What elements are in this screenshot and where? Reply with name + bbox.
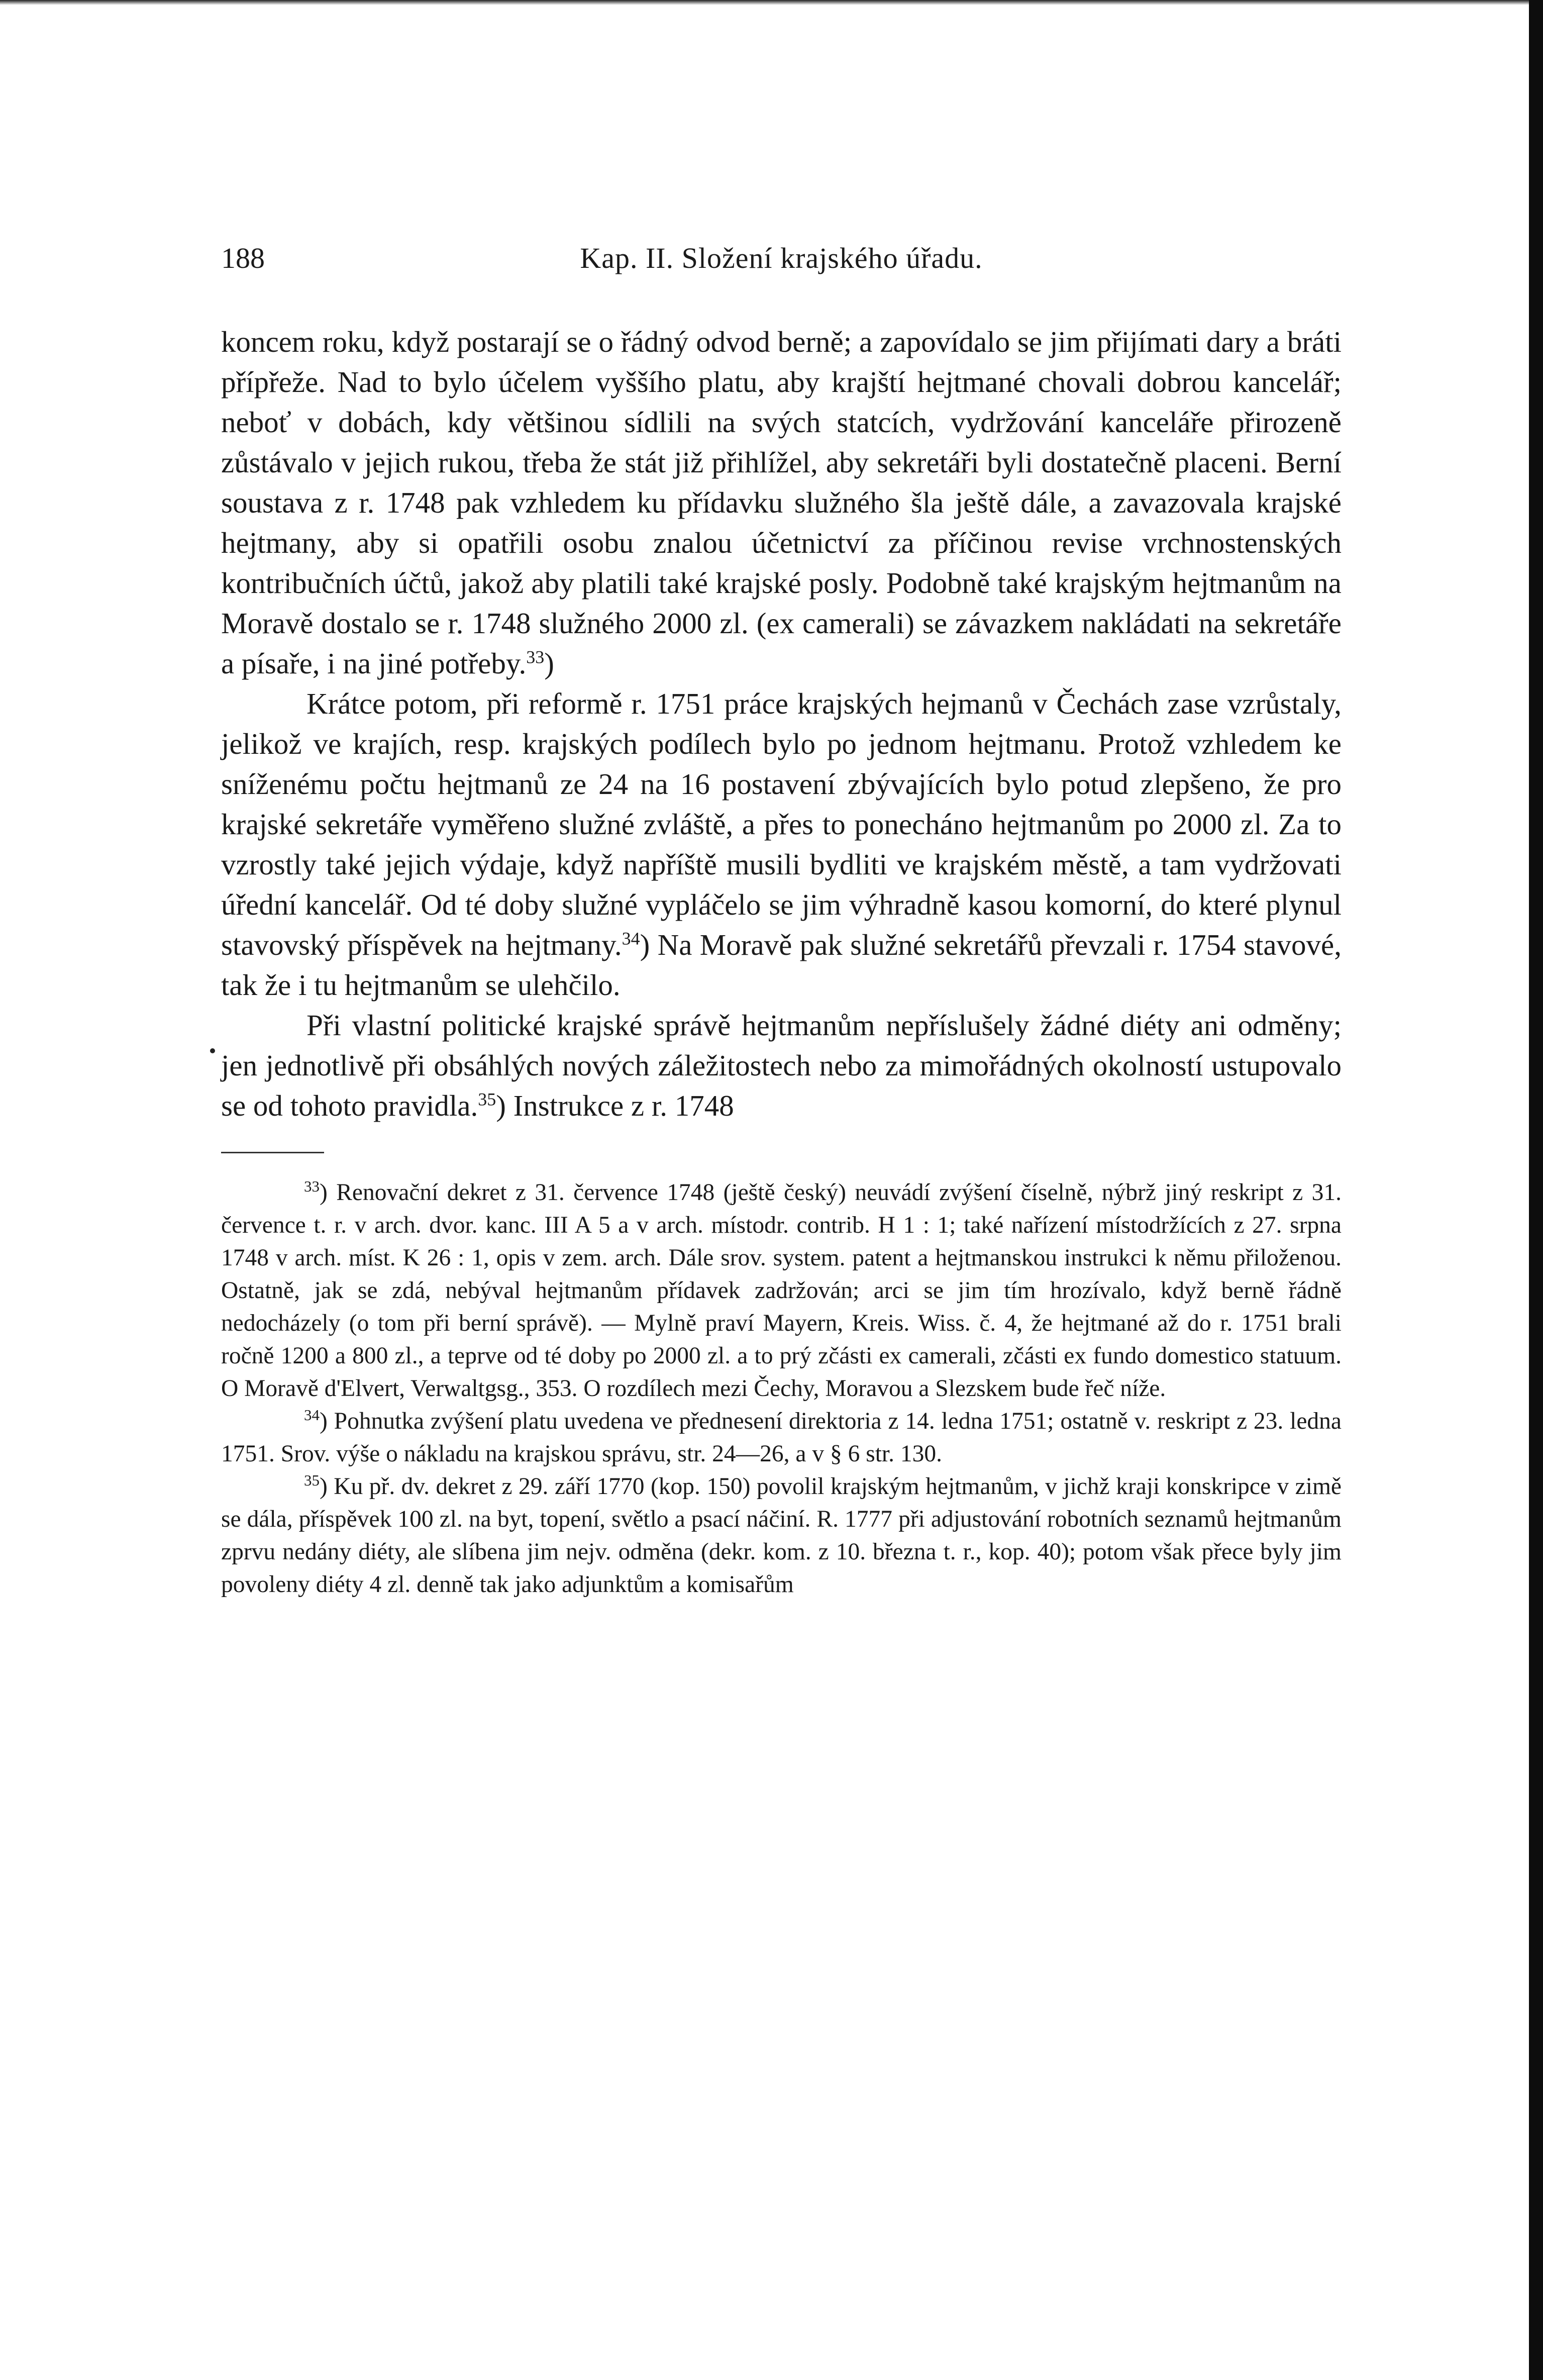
footnote-text: ) Ku př. dv. dekret z 29. září 1770 (kop. 150) povolil krajským hejtmanům, v jichž kraji konskripce v zimě se dála, příspěvek 100 zl. na byt, topení, světlo a psací náčiní. R. 1777 při adjustování robotních seznamů hejtmanům zprvu nedány diéty, ale slíbena jim nejv. odměna (dekr. kom. z 10. března t. r., kop. 40); potom však přece byly jim povoleny diéty 4 zl. denně tak jako adjunktům a komisařům bbox=[221, 1473, 1342, 1598]
paragraph-3-text: Při vlastní politické krajské správě hejtmanům nepříslušely žádné diéty ani odměny; jen jednotlivě při obsáhlých nových záležitostech nebo za mimořádných okolností ustupovalo se od tohoto pravidla. bbox=[221, 1009, 1342, 1122]
scan-edge-right bbox=[1529, 0, 1543, 2380]
note-ref-33: 33 bbox=[526, 647, 545, 667]
footnote-35 bbox=[221, 1470, 1342, 1601]
scan-edge-top bbox=[0, 0, 1543, 5]
body-text bbox=[221, 322, 1342, 1126]
footnote-34 bbox=[221, 1405, 1342, 1470]
margin-mark bbox=[210, 1048, 215, 1053]
paragraph-1-end: ) bbox=[544, 647, 554, 680]
paragraph-1-text: koncem roku, když postarají se o řádný odvod berně; a zapovídalo se jim přijímati dary a bráti přípřeže. Nad to bylo účelem vyššího platu, aby krajští hejtmané chovali dobrou kancelář; neboť v dobách, kdy většinou sídlili na svých statcích, vydržování kanceláře přirozeně zůstávalo v jejich rukou, třeba že stát již přihlížel, aby sekretáři byli dostatečně placeni. Berní soustava z r. 1748 pak vzhledem ku přídavku služného šla ještě dále, a zavazovala krajské hejtmany, aby si opatřili osobu znalou účetnictví za příčinou revise vrchnostenských kontribučních účtů, jakož aby platili také krajské posly. Podobně také krajským hejtmanům na Moravě dostalo se r. 1748 služného 2000 zl. (ex camerali) se závazkem nakládati na sekretáře a písaře, i na jiné potřeby. bbox=[221, 325, 1342, 680]
footnote-text: ) Renovační dekret z 31. července 1748 (ještě český) neuvádí zvýšení číselně, nýbrž jiný reskript z 31. července t. r. v arch. dvor. kanc. III A 5 a v arch. místodr. contrib. H 1 : 1; také nařízení místodržících z 27. srpna 1748 v arch. míst. K 26 : 1, opis v zem. arch. Dále srov. system. patent a hejtmanskou instrukci k němu přiloženou. Ostatně, jak se zdá, nebýval hejtmanům přídavek zadržován; arci se jim tím hrozívalo, když berně řádně nedocházely (o tom při berní správě). — Mylně praví Mayern, Kreis. Wiss. č. 4, že hejtmané až do r. 1751 brali ročně 1200 a 800 zl., a teprve od té doby po 2000 zl. a to prý zčásti ex camerali, zčásti ex fundo domestico statuum. O Moravě d'Elvert, Verwaltgsg., 353. O rozdílech mezi Čechy, Moravou a Slezskem bude řeč níže. bbox=[221, 1179, 1342, 1402]
book-page bbox=[221, 241, 1342, 1601]
paragraph-2-text: Krátce potom, při reformě r. 1751 práce krajských hejmanů v Čechách zase vzrůstaly, jelikož ve krajích, resp. krajských podílech bylo po jednom hejtmanu. Protož vzhledem ke sníženému počtu hejtmanů ze 24 na 16 postavení zbývajících bylo potud zlepšeno, že pro krajské sekretáře vyměřeno služné zvláště, a přes to ponecháno hejtmanům po 2000 zl. Za to vzrostly také jejich výdaje, když napříště musili bydliti ve krajském městě, a tam vydržovati úřední kancelář. Od té doby služné vypláčelo se jim výhradně kasou komorní, do které plynul stavovský příspěvek na hejtmany. bbox=[221, 687, 1342, 961]
paragraph-2-end: ) Na Moravě pak služné sekretářů převzali r. 1754 stavové, tak že i tu hejtmanům se ulehčilo. bbox=[221, 928, 1342, 1002]
page-number: 188 bbox=[221, 242, 265, 274]
footnote-mark: 33 bbox=[304, 1177, 320, 1196]
paragraph-3-end: ) Instrukce z r. 1748 bbox=[496, 1089, 734, 1122]
note-ref-34: 34 bbox=[622, 928, 640, 949]
chapter-title: Kap. II. Složení krajského úřadu. bbox=[580, 242, 983, 274]
running-head bbox=[221, 241, 1342, 281]
paragraph-2 bbox=[221, 683, 1342, 1005]
paragraph-3 bbox=[221, 1005, 1342, 1126]
footnote-mark: 35 bbox=[304, 1471, 320, 1490]
paragraph-1 bbox=[221, 322, 1342, 683]
note-ref-35: 35 bbox=[478, 1089, 496, 1110]
footnote-rule bbox=[221, 1152, 324, 1153]
footnote-33 bbox=[221, 1176, 1342, 1405]
footnote-text: ) Pohnutka zvýšení platu uvedena ve přednesení direktoria z 14. ledna 1751; ostatně v. reskript z 23. ledna 1751. Srov. výše o nákladu na krajskou správu, str. 24—26, a v § 6 str. 130. bbox=[221, 1408, 1342, 1467]
footnotes bbox=[221, 1176, 1342, 1601]
footnote-mark: 34 bbox=[304, 1406, 320, 1424]
